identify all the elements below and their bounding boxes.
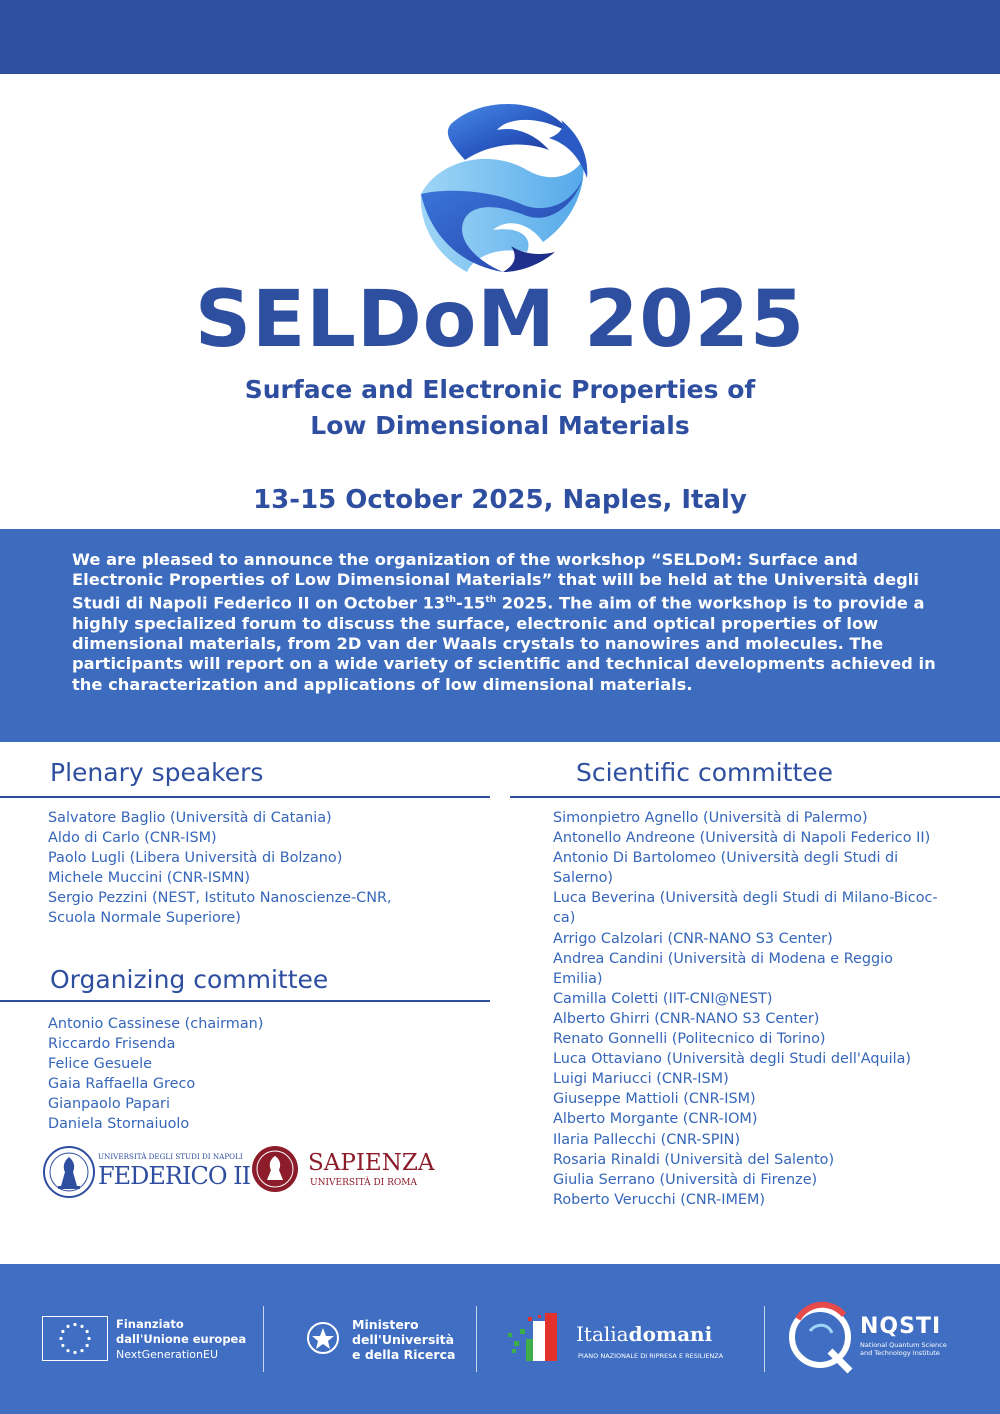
sapienza-small-text: UNIVERSITÀ DI ROMA (310, 1178, 417, 1188)
eu-star (66, 1325, 69, 1328)
scientific-list-item: Luigi Mariucci (CNR-ISM) (553, 1071, 729, 1088)
subtitle-line-2: Low Dimensional Materials (310, 411, 690, 440)
sapienza-seal-icon (250, 1144, 300, 1194)
nqsti-sub-1: National Quantum Science (860, 1341, 947, 1349)
scientific-list-item: Antonio Di Bartolomeo (Università degli Studi di (553, 850, 899, 867)
organizing-divider (0, 1000, 490, 1002)
plenary-list-item: Scuola Normale Superiore) (48, 910, 241, 927)
italiadomani-wordmark (576, 1322, 712, 1346)
italiadomani-flag-icon (508, 1313, 572, 1367)
eu-funding-text (116, 1317, 246, 1362)
nqsti-sub-2: and Technology Institute (860, 1349, 940, 1357)
scientific-list-item: Renato Gonnelli (Politecnico di Torino) (553, 1031, 826, 1048)
organizing-list-item: Felice Gesuele (48, 1056, 153, 1073)
eu-star (59, 1337, 62, 1340)
subtitle-line-1: Surface and Electronic Properties of (244, 375, 756, 404)
scientific-list-item: Emilia) (553, 970, 603, 987)
organizing-list-item: Gianpaolo Papari (48, 1096, 170, 1113)
italiadomani-part-2: domani (628, 1322, 713, 1346)
scientific-list-item: Camilla Coletti (IIT-CNI@NEST) (553, 990, 773, 1007)
ministry-line-3: e della Ricerca (352, 1347, 456, 1362)
nqsti-logo-icon (786, 1301, 856, 1375)
organizing-heading: Organizing committee (50, 965, 329, 994)
ministry-line-2: dell'Università (352, 1332, 455, 1347)
eu-star (80, 1325, 83, 1328)
federico-seal-icon (42, 1144, 96, 1200)
scientific-list-item: Roberto Verucchi (CNR-IMEM) (553, 1191, 766, 1208)
scientific-list-item: Simonpietro Agnello (Università di Palermo) (553, 810, 868, 826)
eu-star (80, 1349, 83, 1352)
italiadomani-subtitle: PIANO NAZIONALE DI RIPRESA E RESILIENZA (578, 1352, 724, 1360)
eu-star (73, 1323, 76, 1326)
nqsti-subtitle (860, 1341, 947, 1357)
plenary-list-item: Sergio Pezzini (NEST, Istituto Nanoscienze-CNR, (48, 890, 392, 907)
scientific-list-item: Rosaria Rinaldi (Università del Salento) (553, 1151, 835, 1168)
eu-flag-icon (42, 1316, 108, 1361)
plenary-heading: Plenary speakers (50, 758, 264, 787)
scientific-list-item: Antonello Andreone (Università di Napoli Federico II) (553, 830, 931, 847)
intro-sup-1: th (445, 595, 456, 606)
eu-star (86, 1330, 89, 1333)
italian-emblem-icon (303, 1316, 343, 1360)
intro-panel (0, 529, 1000, 742)
intro-text-1: We are pleased to announce the organization of the workshop “SELDoM: Surface and Electronic Properties of Low Dimensional Materials” that will be held at the Università degli Studi di Napoli Federico II on October 13 (72, 550, 919, 613)
ministry-line-1: Ministero (352, 1317, 419, 1332)
plenary-list-item: Aldo di Carlo (CNR-ISM) (48, 830, 217, 847)
scientific-list-item: Andrea Candini (Università di Modena e Reggio (553, 950, 893, 967)
eu-star (86, 1344, 89, 1347)
footer-separator-3 (764, 1306, 765, 1372)
scientific-divider (510, 796, 1000, 798)
eu-star (66, 1349, 69, 1352)
federico-ii-logo (42, 1144, 251, 1200)
nqsti-name: NQSTI (860, 1314, 942, 1339)
ministry-text (352, 1317, 455, 1362)
eu-star (61, 1330, 64, 1333)
intro-sup-2: th (485, 595, 497, 606)
eu-star (87, 1337, 90, 1340)
seldom-logo (411, 96, 591, 276)
eu-star (73, 1351, 76, 1354)
eu-line-2: dall'Unione europea (116, 1332, 247, 1346)
scientific-list-item: Arrigo Calzolari (CNR-NANO S3 Center) (553, 930, 833, 947)
event-subtitle (0, 372, 1000, 444)
footer-separator-2 (476, 1306, 477, 1372)
organizing-list-item: Antonio Cassinese (chairman) (48, 1016, 264, 1032)
intro-text-3: 2025. The aim of the workshop is to provide a highly specialized forum to discuss the surface, electronic and optical properties of low dimensional materials, from 2D van der Waals crystals to nanowires and molecules. The participants will report on a wide variety of scientific and technical developments achieved in the characterization and applications of low dimensional materials. (72, 593, 936, 694)
scientific-list-item: Giuseppe Mattioli (CNR-ISM) (553, 1091, 756, 1108)
organizing-list (48, 1014, 488, 1135)
sapienza-logo (250, 1144, 435, 1200)
scientific-list-item: Salerno) (553, 870, 614, 887)
federico-big-text: FEDERICO II (98, 1162, 251, 1190)
scientific-list-item: Luca Beverina (Università degli Studi di Milano-Bicoc- (553, 890, 938, 907)
organizing-list-item: Daniela Stornaiuolo (48, 1116, 190, 1133)
eu-line-1: Finanziato (116, 1317, 184, 1331)
scientific-list-item: Ilaria Pallecchi (CNR-SPIN) (553, 1131, 741, 1148)
scientific-list-item: ca) (553, 910, 576, 927)
organizing-list-item: Riccardo Frisenda (48, 1036, 176, 1053)
intro-paragraph (72, 550, 952, 695)
event-dates: 13-15 October 2025, Naples, Italy (253, 485, 747, 515)
plenary-list (48, 808, 488, 929)
sapienza-big-text: SAPIENZA (308, 1150, 435, 1176)
eu-star (61, 1344, 64, 1347)
scientific-heading: Scientific committee (576, 758, 834, 787)
plenary-list-item: Paolo Lugli (Libera Università di Bolzano) (48, 850, 343, 867)
footer-separator-1 (263, 1306, 264, 1372)
event-title: SELDoM 2025 (194, 275, 806, 365)
plenary-list-item: Salvatore Baglio (Università di Catania) (48, 810, 332, 826)
italiadomani-part-1: Italia (576, 1322, 629, 1346)
intro-text-2: -15 (455, 593, 486, 613)
plenary-list-item: Michele Muccini (CNR-ISMN) (48, 870, 250, 887)
organizing-list-item: Gaia Raffaella Greco (48, 1076, 196, 1093)
plenary-divider (0, 796, 490, 798)
eu-line-3: NextGenerationEU (116, 1348, 218, 1361)
federico-small-text: UNIVERSITÀ DEGLI STUDI DI NAPOLI (98, 1152, 243, 1161)
top-banner (0, 0, 1000, 74)
scientific-list-item: Alberto Morgante (CNR-IOM) (553, 1111, 758, 1128)
scientific-list (553, 808, 993, 1210)
scientific-list-item: Giulia Serrano (Università di Firenze) (553, 1171, 818, 1188)
scientific-list-item: Alberto Ghirri (CNR-NANO S3 Center) (553, 1010, 820, 1027)
scientific-list-item: Luca Ottaviano (Università degli Studi dell'Aquila) (553, 1051, 912, 1068)
